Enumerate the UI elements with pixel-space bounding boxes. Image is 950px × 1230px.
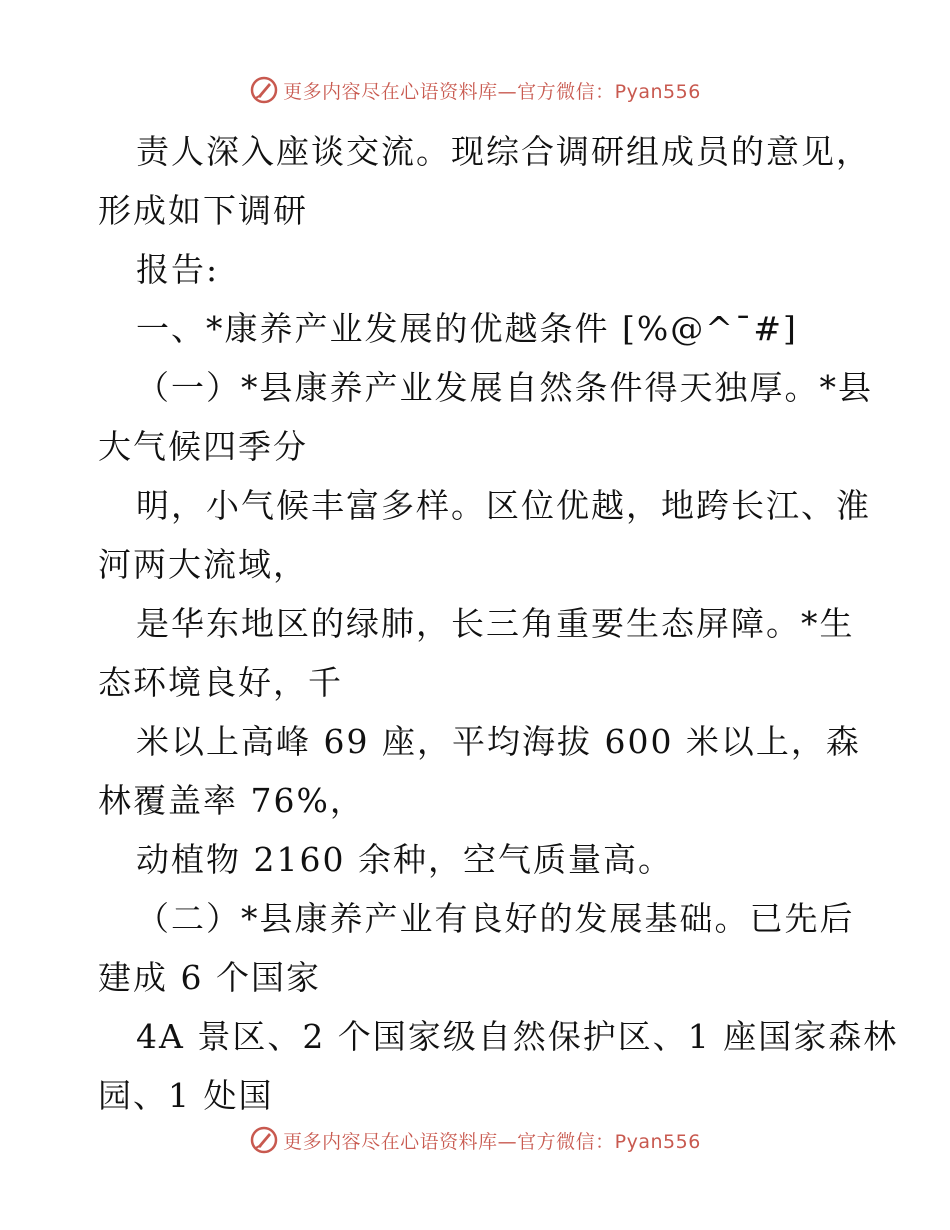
footer-banner bbox=[0, 1120, 950, 1160]
text-line: 责人深入座谈交流。现综合调研组成员的意见， bbox=[136, 132, 871, 171]
red-quill-seal-icon bbox=[249, 1125, 279, 1155]
header-banner bbox=[0, 70, 950, 110]
text-line: 形成如下调研 bbox=[98, 191, 308, 230]
text-line: 园、1 处国 bbox=[98, 1076, 274, 1115]
header-separator: — bbox=[497, 80, 518, 103]
text-line: 林覆盖率 76%， bbox=[98, 781, 365, 820]
text-line: 是华东地区的绿肺，长三角重要生态屏障。*生 bbox=[136, 604, 855, 643]
text-line: 河两大流域， bbox=[98, 545, 308, 584]
text-line: 态环境良好，千 bbox=[98, 663, 343, 702]
red-quill-seal-icon bbox=[249, 75, 279, 105]
text-line: 报告: bbox=[136, 250, 220, 289]
header-contact: 官方微信：Pyan556 bbox=[517, 80, 701, 103]
text-line: 4A 景区、2 个国家级自然保护区、1 座国家森林 bbox=[136, 1017, 899, 1056]
text-line: 动植物 2160 余种，空气质量高。 bbox=[136, 840, 673, 879]
text-line: 大气候四季分 bbox=[98, 427, 308, 466]
text-line: 建成 6 个国家 bbox=[98, 958, 321, 997]
text-line: 一、*康养产业发展的优越条件 [%@^¯#] bbox=[136, 309, 798, 348]
footer-site-name: 更多内容尽在心语资料库 bbox=[283, 1130, 498, 1153]
text-line: （二）*县康养产业有良好的发展基础。已先后 bbox=[136, 899, 855, 938]
footer-banner-text bbox=[283, 1127, 701, 1154]
text-line: （一）*县康养产业发展自然条件得天独厚。*县 bbox=[136, 368, 873, 407]
header-banner-text bbox=[283, 77, 701, 104]
footer-contact: 官方微信：Pyan556 bbox=[517, 1130, 701, 1153]
document-body bbox=[98, 122, 899, 1125]
text-line: 米以上高峰 69 座，平均海拔 600 米以上，森 bbox=[136, 722, 861, 761]
footer-separator: — bbox=[497, 1130, 518, 1153]
text-line: 明，小气候丰富多样。区位优越，地跨长江、淮 bbox=[136, 486, 871, 525]
header-site-name: 更多内容尽在心语资料库 bbox=[283, 80, 498, 103]
